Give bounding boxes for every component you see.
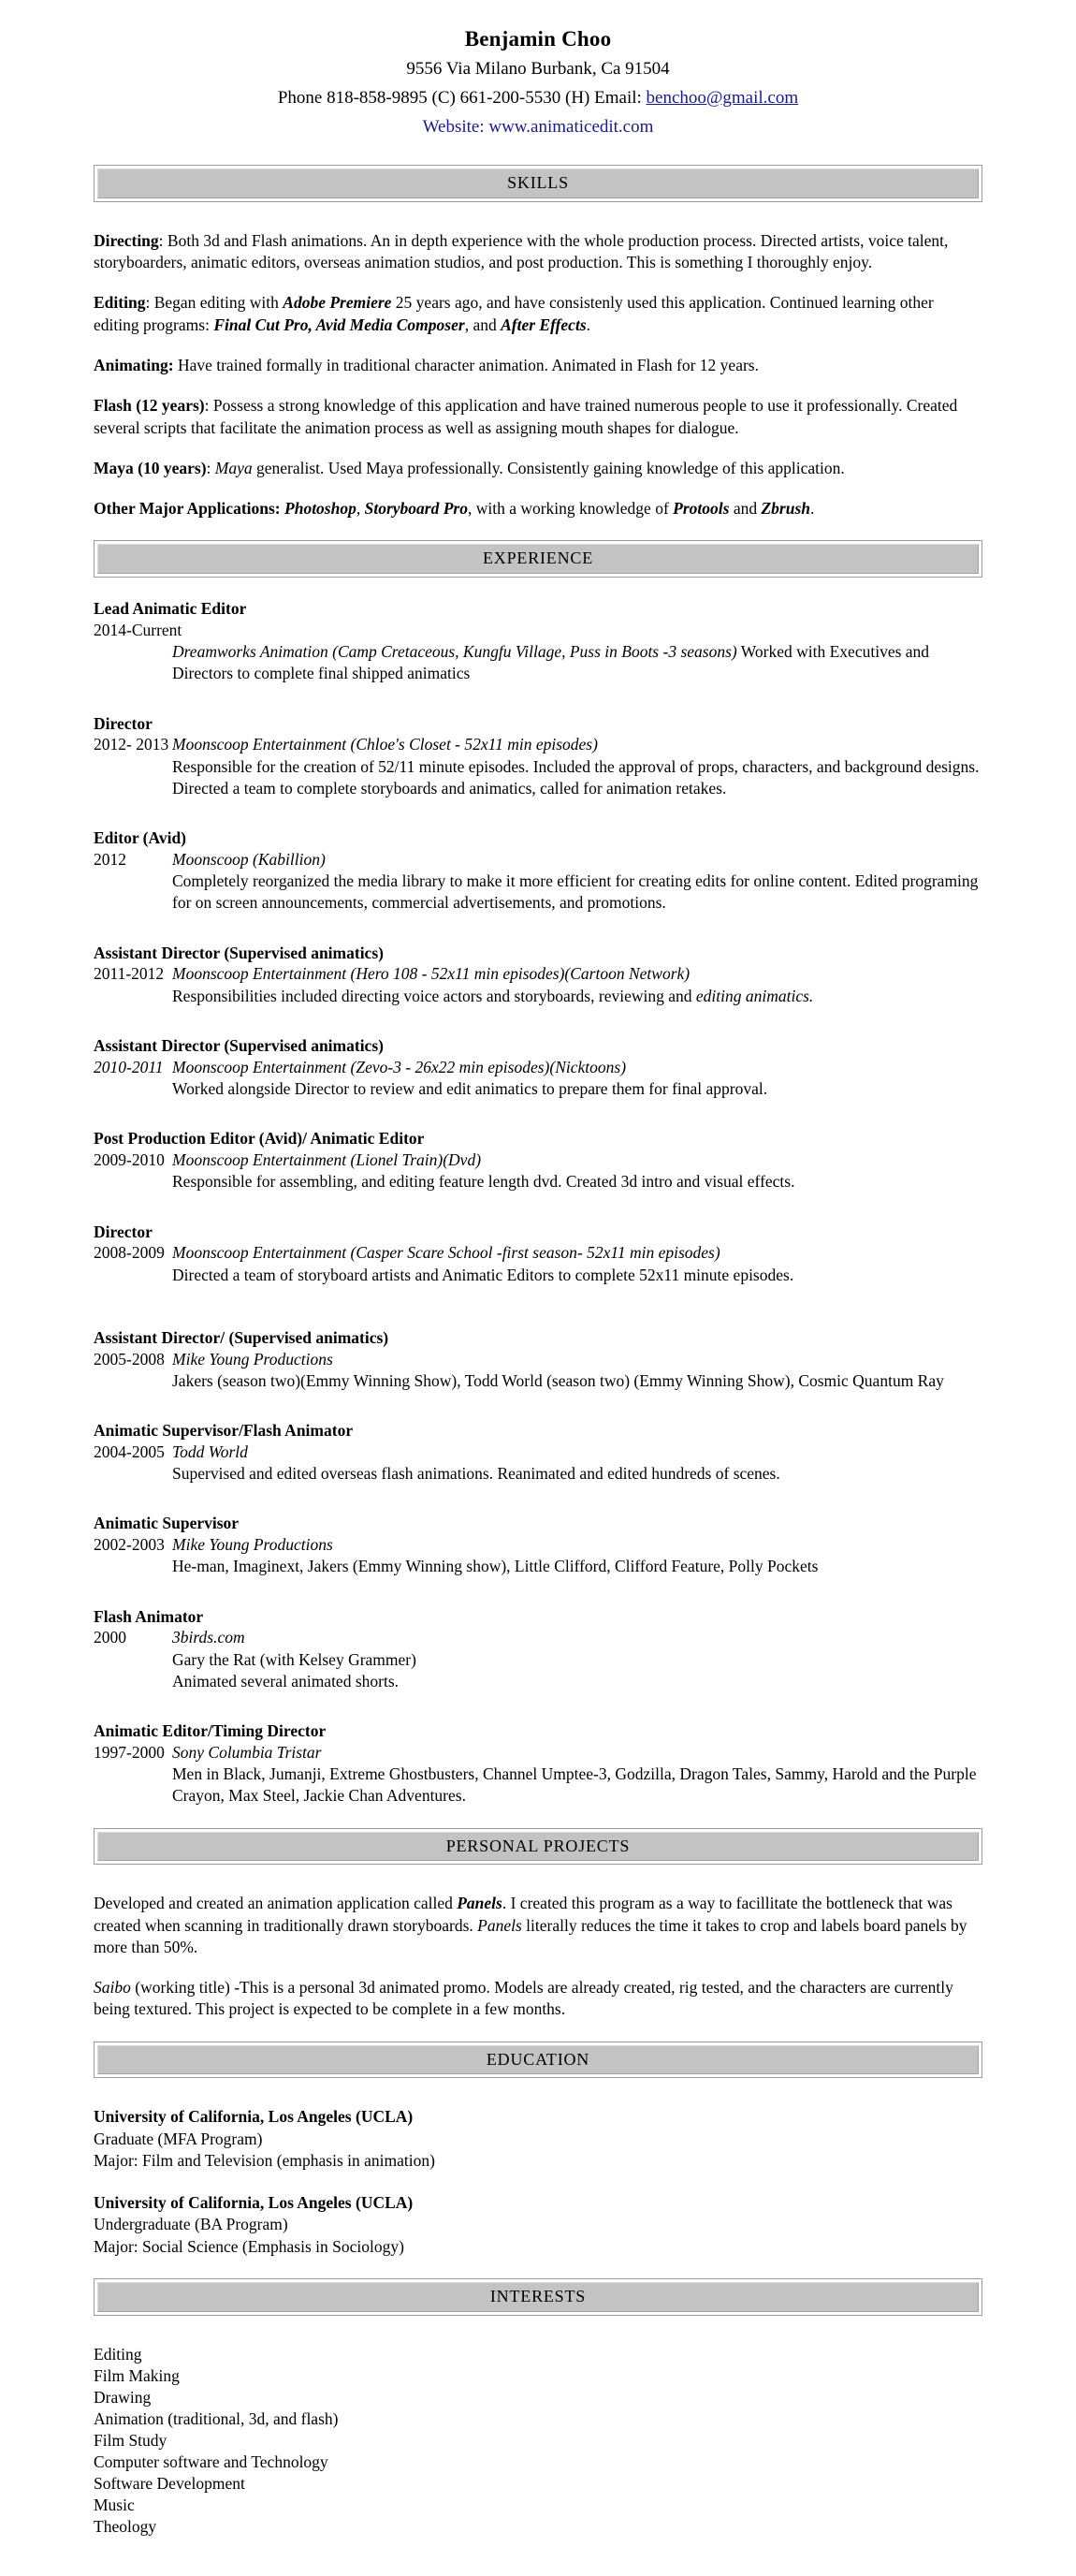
candidate-name: Benjamin Choo (464, 27, 612, 51)
job-title: Assistant Director/ (Supervised animatics) (94, 1327, 389, 1347)
project-paragraph-saibo (94, 1977, 982, 2021)
job-detail (172, 963, 982, 1007)
experience-entry (94, 827, 982, 915)
contact-line (0, 85, 1076, 112)
project-text: Developed and created an animation application called (94, 1894, 458, 1913)
job-company: Moonscoop Entertainment (Chloe's Closet - 52x11 min episodes) (172, 735, 598, 754)
job-detail (172, 1242, 982, 1286)
job-description: Directed a team of storyboard artists and Animatic Editors to complete 52x11 minute episodes. (172, 1265, 794, 1284)
job-description (172, 986, 982, 1007)
job-title: Assistant Director (Supervised animatics) (94, 943, 384, 962)
skill-text: Began editing with (153, 293, 284, 313)
job-title: Post Production Editor (Avid)/ Animatic Editor (94, 1129, 425, 1149)
skill-item-editing (94, 292, 982, 336)
job-body-row (94, 1534, 982, 1578)
education-section (94, 2106, 982, 2258)
skill-emphasis-protools: Protools (673, 499, 730, 519)
job-detail (172, 1057, 982, 1101)
experience-entry (94, 1222, 982, 1286)
job-title: Animatic Supervisor/Flash Animator (94, 1421, 354, 1441)
skill-item-maya (94, 458, 982, 479)
skill-label: Animating: (94, 356, 174, 374)
section-header-interests-label: INTERESTS (97, 2282, 979, 2312)
job-title: Assistant Director (Supervised animatics) (94, 1035, 384, 1055)
job-detail (172, 1742, 982, 1808)
section-header-education-label: EDUCATION (97, 2045, 979, 2075)
job-description: Responsible for assembling, and editing feature length dvd. Created 3d intro and visual effects. (172, 1172, 795, 1192)
skill-text: Have trained formally in traditional character animation. Animated in Flash for 12 years. (177, 356, 759, 374)
experience-entry (94, 1327, 982, 1392)
job-body-row (94, 1627, 982, 1692)
skills-section (94, 230, 982, 520)
job-company: Mike Young Productions (172, 1535, 333, 1555)
interest-item: Software Development (94, 2474, 245, 2494)
skill-separator: : (158, 230, 167, 250)
job-description: Supervised and edited overseas flash animations. Reanimated and edited hundreds of scenes. (172, 1464, 780, 1484)
job-company: Moonscoop Entertainment (Lionel Train)(Dvd) (172, 1149, 482, 1169)
phone-text: Phone 818-858-9895 (C) 661-200-5530 (H) Email: (277, 88, 647, 109)
section-header-personal-projects-label: PERSONAL PROJECTS (97, 1832, 979, 1862)
section-header-education (94, 2042, 982, 2079)
job-description: Completely reorganized the media library to make it more efficient for creating edits for online content. Edited programing for on screen announcements, commercial advertisements, and promotions. (172, 871, 979, 913)
skill-emphasis-photoshop: Photoshop (284, 499, 356, 519)
job-description: Gary the Rat (with Kelsey Grammer) (172, 1649, 416, 1669)
skill-item-other-apps (94, 498, 982, 520)
experience-entry (94, 1128, 982, 1193)
job-description: Animated several animated shorts. (172, 1671, 400, 1690)
interest-item: Film Making (94, 2365, 180, 2385)
project-text: . I created this program as a way to facillitate the bottleneck that was created when scanning in traditionally drawn storyboards. (94, 1894, 952, 1935)
experience-entry (94, 1720, 982, 1808)
job-description: He-man, Imaginext, Jakers (Emmy Winning show), Little Clifford, Clifford Feature, Polly Pockets (172, 1557, 819, 1576)
experience-section (94, 598, 982, 1808)
job-description-text: Responsibilities included directing voice actors and storyboards, reviewing and (172, 986, 696, 1005)
interest-item: Music (94, 2496, 135, 2515)
skill-item-flash (94, 395, 982, 439)
experience-entry (94, 1035, 982, 1100)
skill-emphasis-app: Adobe Premiere (283, 293, 392, 313)
job-body-row (94, 1057, 982, 1101)
job-date: 2012- 2013 (94, 735, 169, 754)
job-detail (172, 641, 982, 685)
job-date: 2011-2012 (94, 964, 165, 984)
email-link[interactable]: benchoo@gmail.com (646, 88, 799, 109)
skill-emphasis-aftereffects: After Effects (501, 315, 587, 334)
interests-section (94, 2344, 982, 2576)
job-body-row (94, 1242, 982, 1286)
job-detail (172, 1349, 982, 1393)
project-emphasis-panels: Panels (457, 1894, 502, 1913)
job-detail (172, 1149, 982, 1193)
education-school: University of California, Los Angeles (UCLA) (94, 2107, 414, 2127)
interest-item: Theology (94, 2517, 157, 2537)
skill-text: . (810, 499, 815, 519)
skill-emphasis-maya: Maya (214, 458, 253, 477)
skill-text: Both 3d and Flash animations. An in depth experience with the whole production process. Directed artists, voice talent, storyboarders, animatic editors, overseas animation studios, and post production. This is something I thoroughly enjoy. (94, 230, 949, 272)
website-line: Website: www.animaticedit.com (422, 116, 654, 137)
education-school: University of California, Los Angeles (UCLA) (94, 2193, 414, 2213)
job-date: 2005-2008 (94, 1349, 165, 1368)
job-company-row (94, 641, 982, 685)
skill-label: Maya (10 years) (94, 458, 207, 477)
job-company: Mike Young Productions (172, 1349, 333, 1368)
job-description: Jakers (season two)(Emmy Winning Show), Todd World (season two) (Emmy Winning Show), Cosmic Quantum Ray (172, 1370, 944, 1390)
personal-projects-section (94, 1893, 982, 2020)
section-header-skills-label: SKILLS (97, 168, 979, 198)
experience-entry (94, 1513, 982, 1577)
section-header-experience-label: EXPERIENCE (97, 544, 979, 574)
project-text: literally reduces the time it takes to crop and labels board panels by more than 50%. (94, 1915, 967, 1956)
job-company-trailer: Worked with Executives and Directors to complete final shipped animatics (172, 642, 930, 683)
skill-separator: : (206, 458, 215, 477)
job-title: Editor (Avid) (94, 828, 187, 848)
job-company: 3birds.com (172, 1628, 245, 1647)
job-company: Dreamworks Animation (Camp Cretaceous, Kungfu Village, Puss in Boots -3 seasons) (172, 642, 737, 662)
job-description: Worked alongside Director to review and edit animatics to prepare them for final approval. (172, 1078, 768, 1098)
job-detail (172, 849, 982, 915)
job-title: Lead Animatic Editor (94, 599, 247, 619)
experience-entry (94, 943, 982, 1007)
job-detail (172, 734, 982, 799)
job-company: Moonscoop Entertainment (Casper Scare School -first season- 52x11 min episodes) (172, 1243, 720, 1263)
experience-entry (94, 713, 982, 800)
interest-item: Animation (traditional, 3d, and flash) (94, 2408, 339, 2428)
skill-text: . (586, 315, 591, 334)
job-date: 2004-2005 (94, 1442, 165, 1461)
job-title: Animatic Editor/Timing Director (94, 1721, 327, 1741)
job-body-row (94, 1442, 982, 1486)
education-major: Major: Social Science (Emphasis in Sociology) (94, 2236, 404, 2256)
education-entry (94, 2106, 982, 2172)
job-title: Director (94, 713, 153, 733)
experience-entry (94, 1606, 982, 1693)
skill-emphasis-storyboardpro: Storyboard Pro (364, 499, 468, 519)
skill-text: and (729, 499, 762, 519)
experience-entry (94, 1420, 982, 1485)
skill-label: Directing (94, 230, 159, 250)
job-body-row (94, 849, 982, 915)
job-body-row (94, 1149, 982, 1193)
job-title: Director (94, 1222, 153, 1241)
skill-label: Flash (12 years) (94, 396, 205, 416)
section-header-personal-projects (94, 1828, 982, 1866)
skill-text: 25 years ago, and have consistenly used this application. Continued learning other editing programs: (94, 293, 934, 334)
education-entry (94, 2192, 982, 2258)
job-company: Moonscoop Entertainment (Zevo-3 - 26x22 min episodes)(Nicktoons) (172, 1057, 627, 1076)
interest-item: Drawing (94, 2387, 152, 2407)
job-date: 2012 (94, 849, 126, 869)
job-date: 2008-2009 (94, 1243, 165, 1263)
job-detail (172, 1627, 982, 1692)
section-header-skills (94, 165, 982, 202)
section-header-experience (94, 540, 982, 578)
job-description: Responsible for the creation of 52/11 minute episodes. Included the approval of props, characters, and background designs. Directed a team to complete storyboards and animatics, called for animation retakes. (172, 756, 980, 798)
project-emphasis-saibo: Saibo (94, 1978, 131, 1998)
skill-text: , with a working knowledge of (467, 499, 674, 519)
job-body-row (94, 1349, 982, 1393)
job-date: 2002-2003 (94, 1535, 165, 1555)
project-text: (working title) -This is a personal 3d animated promo. Models are already created, rig tested, and the characters are currently being textured. This project is expected to be complete in a few months. (94, 1978, 953, 2019)
job-company: Sony Columbia Tristar (172, 1742, 322, 1762)
project-paragraph-panels (94, 1893, 982, 1958)
job-body-row (94, 963, 982, 1007)
skill-item-directing (94, 230, 982, 274)
resume-header (0, 0, 1076, 140)
job-date-row (94, 620, 982, 641)
interest-item: Editing (94, 2344, 142, 2364)
interest-item: Film Study (94, 2431, 167, 2451)
job-date: 1997-2000 (94, 1742, 165, 1762)
interest-item: Computer software and Technology (94, 2452, 328, 2472)
skill-text: generalist. Used Maya professionally. Consistently gaining knowledge of this application. (252, 458, 845, 477)
job-company: Moonscoop (Kabillion) (172, 849, 326, 869)
experience-entry (94, 598, 982, 685)
skill-text: , (356, 499, 365, 519)
skill-emphasis-zbrush: Zbrush (761, 499, 811, 519)
skill-label: Other Major Applications: (94, 499, 281, 519)
candidate-address: 9556 Via Milano Burbank, Ca 91504 (406, 58, 670, 79)
job-body-row (94, 734, 982, 799)
project-emphasis-panels-2: Panels (477, 1915, 522, 1935)
job-description: Men in Black, Jumanji, Extreme Ghostbusters, Channel Umptee-3, Godzilla, Dragon Tales, Sammy, Harold and the Purple Crayon, Max Steel, Jackie Chan Adventures. (172, 1764, 977, 1806)
skill-text: Possess a strong knowledge of this application and have trained numerous people to use it professionally. Created several scripts that facilitate the animation process as well as assigning mouth shapes for dialogue. (94, 396, 958, 437)
section-header-interests (94, 2278, 982, 2316)
skill-separator: : (204, 396, 213, 416)
skill-separator: : (145, 293, 154, 313)
job-detail (172, 1442, 982, 1486)
job-body-row (94, 1742, 982, 1808)
education-program: Undergraduate (BA Program) (94, 2215, 288, 2234)
job-description-emphasis: editing animatics. (695, 986, 814, 1005)
job-company: Todd World (172, 1442, 248, 1461)
job-date: 2014-Current (94, 620, 182, 639)
job-title: Flash Animator (94, 1606, 204, 1626)
job-detail (172, 1534, 982, 1578)
education-program: Graduate (MFA Program) (94, 2129, 263, 2148)
education-major: Major: Film and Television (emphasis in animation) (94, 2150, 435, 2170)
job-company: Moonscoop Entertainment (Hero 108 - 52x11 min episodes)(Cartoon Network) (172, 964, 691, 984)
skill-emphasis-apps: Final Cut Pro, Avid Media Composer (213, 315, 465, 334)
job-date: 2000 (94, 1628, 126, 1647)
skill-label: Editing (94, 293, 146, 313)
skill-item-animating (94, 355, 982, 376)
job-date: 2010-2011 (94, 1057, 164, 1076)
skill-text: , and (464, 315, 502, 334)
job-title: Animatic Supervisor (94, 1514, 240, 1533)
job-date: 2009-2010 (94, 1149, 165, 1169)
